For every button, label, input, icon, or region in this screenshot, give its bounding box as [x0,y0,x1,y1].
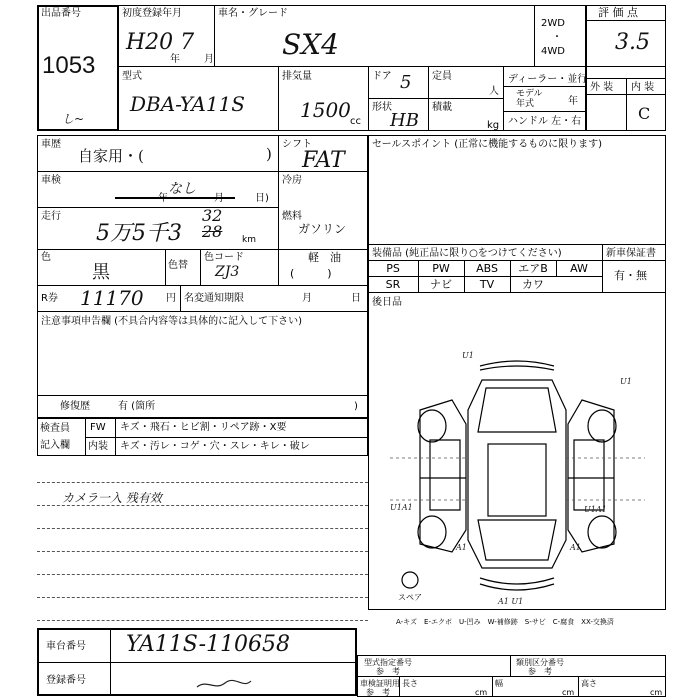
warranty-value: 有・無 [614,269,647,282]
reg-label: 登録番号 [46,675,86,686]
first-reg-month-unit: 月 [204,54,214,65]
equip-leather: カワ [522,278,544,291]
equip-ps: PS [386,262,400,275]
name-value: SX4 [282,28,339,61]
interior-inspect-text: キズ・汚レ・コゲ・穴・スレ・キレ・破レ [120,441,310,452]
color-label: 色 [41,252,51,263]
mileage-unit: km [242,235,256,245]
first-reg-value: H20 7 [126,30,195,55]
load-unit: kg [487,120,500,131]
equip-pw: PW [432,262,450,275]
color-code-value: ZJ3 [215,264,240,280]
length-label: 長さ [402,679,418,688]
r-label: R券 [41,293,58,304]
shape-label: 形状 [372,102,392,113]
displacement-unit: cc [350,116,361,127]
inspection-year: 年 [158,193,168,204]
repair-label: 修復歴 [60,401,90,412]
legend: A-キズ E-エクボ U-凹み W-補修跡 S-サビ C-腐食 XX-交換済 [396,618,614,626]
inspector-label: 検査員 [40,423,70,434]
length-unit: cm [475,688,488,697]
lot-number: 1053 [42,52,96,79]
fuel-diesel: 軽 油 [308,251,341,264]
inspector-note: カメラ一入 残有效 [62,491,162,505]
chassis-label: 車台番号 [46,641,86,652]
width-unit: cm [562,688,575,697]
reg-scribble [195,675,255,693]
score-value: 3.5 [615,30,650,55]
r-value: 11170 [80,286,144,310]
equip-sr: SR [385,278,401,291]
handle-label: ハンドル 左・右 [508,116,582,127]
fuel-label: 燃料 [282,211,302,222]
inspection-day: 日) [255,193,269,204]
first-reg-label: 初度登録年月 [122,8,182,19]
interior-label: 内 装 [631,82,655,93]
model-year-unit: 年 [568,96,578,107]
shift-label: シフト [282,139,312,150]
model-label: 型式 [122,71,142,82]
diagram-note-6: A1 [570,543,581,552]
displacement-label: 排気量 [282,71,312,82]
drive-dot: ・ [552,32,562,43]
dealer-label: ディーラー・並行 [508,74,588,85]
inspection-month: 月 [214,193,224,204]
exterior-label: 外 装 [590,82,614,93]
color-code-label: 色コード [204,252,244,263]
chassis-value: YA11S-110658 [126,632,290,657]
class-ref: 参 考 [528,667,552,676]
mileage-label: 走行 [41,211,61,222]
warranty-label: 新車保証書 [606,248,656,259]
equip-tv: TV [479,278,495,291]
model-designation-label: 型式指定番号 [364,658,412,667]
equip-aw: AW [570,262,588,275]
model-designation-ref: 参 考 [376,667,400,676]
repair-value: 有 (箇所 [118,401,156,412]
height-label: 高さ [581,679,597,688]
interior-inspect-label: 内装 [88,441,108,452]
model-value: DBA-YA11S [130,92,245,116]
diagram-note-3: U1A1 [390,503,413,512]
model-year-label: モデル [516,89,543,99]
diagram-note-1: U1 [462,351,474,360]
diagram-note-4: U1A1 [584,505,607,514]
namechange-label: 名変通知期限 [184,293,244,304]
inspector-label2: 記入欄 [40,440,70,451]
mileage-strike: 28 [202,222,223,241]
lot-label: 出品番号 [41,8,81,19]
capacity-unit: 人 [489,86,499,97]
capacity-label: 定員 [432,71,452,82]
fw-text: キズ・飛石・ヒビ割・リペア跡・X要 [120,422,287,433]
score-label: 評 価 点 [598,6,638,19]
displacement-value: 1500 [300,98,351,122]
recolor-label: 色替 [168,260,188,271]
load-label: 積載 [432,102,452,113]
equip-airbag: エアB [518,262,548,275]
width-label: 幅 [495,679,503,688]
diagram-note-7: A1 U1 [498,597,524,606]
sales-label: セールスポイント (正常に機能するものに限ります) [372,139,603,150]
fw-label: FW [90,422,106,433]
car-diagram [370,340,665,608]
cooling-label: 冷房 [282,175,302,186]
name-label: 車名・グレード [218,8,288,19]
after-label: 後日品 [372,297,402,308]
cert-label: 車検証明用 [360,679,400,688]
model-year-label2: 年式 [516,99,535,109]
lot-mark: し~ [62,112,85,126]
door-value: 5 [400,72,412,93]
spare-label: スペア [398,593,422,602]
equip-abs: ABS [476,262,498,275]
color-value: 黒 [92,262,110,283]
equip-navi: ナビ [430,278,452,291]
inspection-mark: なし [168,181,196,197]
mileage-small: 32 [202,206,223,225]
shape-value: HB [390,110,419,131]
fuel-gas: ガソリン [298,222,347,236]
r-unit: 円 [166,293,176,304]
drive-2wd: 2WD [541,18,565,29]
namechange-day: 日 [351,293,361,304]
interior-value: C [638,104,651,123]
height-unit: cm [650,688,663,697]
history-label: 車歴 [41,139,61,150]
notes-label: 注意事項申告欄 (不具合内容等は具体的に記入して下さい) [41,316,302,327]
drive-4wd: 4WD [541,46,565,57]
inspection-label: 車検 [41,175,61,186]
diagram-note-5: A1 [456,543,467,552]
class-label: 類別区分番号 [516,658,564,667]
diagram-note-2: U1 [620,377,632,386]
fuel-paren: ( ) [290,267,332,280]
history-close: ) [266,145,272,163]
shift-value: FAT [302,148,345,173]
namechange-month: 月 [302,293,312,304]
cert-ref: 参 考 [366,688,390,697]
first-reg-year-unit: 年 [170,54,180,65]
door-label: ドア [372,71,392,82]
history-value: 自家用・( [78,147,144,165]
mileage-value: 5万5千3 [96,221,182,246]
equip-label: 装備品 (純正品に限り○をつけてください) [372,248,562,259]
repair-close: ) [354,401,358,412]
